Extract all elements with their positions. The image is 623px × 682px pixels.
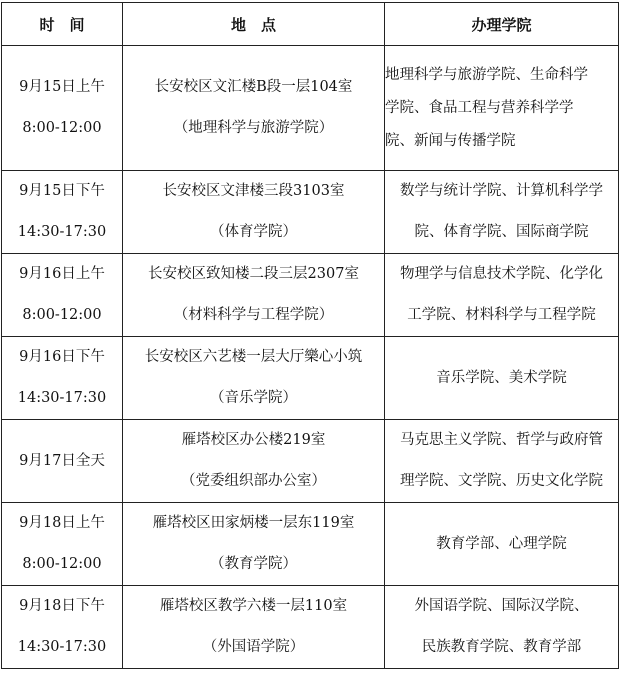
dept-cell [385,586,619,669]
place-text: 雁塔校区教学六楼一层110室 [159,598,348,614]
org-text: （体育学院） [210,224,297,240]
hours-text: 14:30-17:30 [17,390,107,406]
dept-cell [385,46,619,171]
table-row [2,586,619,669]
date-text: 9月17日全天 [19,452,105,469]
dept-line: 地理科学与旅游学院、生命科学 [385,66,588,83]
place-cell [123,46,385,171]
place-cell [123,420,385,503]
time-cell [2,337,123,420]
header-row [2,3,619,46]
dept-line: 数学与统计学院、计算机科学学 [400,183,603,199]
dept-line: 院、体育学院、国际商学院 [414,224,589,240]
hours-text: 14:30-17:30 [17,639,107,655]
dept-line: 物理学与信息技术学院、化学化 [400,266,603,282]
place-cell [123,254,385,337]
time-cell [2,254,123,337]
time-cell [2,420,123,503]
org-text: （教育学院） [210,556,297,572]
table-row [2,337,619,420]
header-dept: 办理学院 [385,3,619,46]
dept-cell [385,337,619,420]
dept-cell [385,503,619,586]
table-row [2,46,619,171]
hours-text: 8:00-12:00 [22,556,102,572]
place-cell [123,503,385,586]
dept-cell [385,171,619,254]
place-cell [123,337,385,420]
time-cell [2,171,123,254]
time-cell [2,503,123,586]
dept-line: 音乐学院、美术学院 [436,369,567,386]
dept-line: 民族教育学院、教育学部 [421,639,582,655]
dept-line: 院、新闻与传播学院 [385,132,516,149]
time-cell [2,46,123,171]
org-text: （地理科学与旅游学院） [173,120,334,136]
org-text: （音乐学院） [210,390,297,406]
place-cell [123,586,385,669]
hours-text: 8:00-12:00 [22,120,102,136]
table-row [2,503,619,586]
dept-line: 工学院、材料科学与工程学院 [407,307,596,323]
place-text: 长安校区六艺楼一层大厅樂心小筑 [144,349,363,365]
org-text: （外国语学院） [202,639,305,655]
place-text: 雁塔校区办公楼219室 [181,432,326,448]
date-text: 9月18日下午 [19,598,105,614]
place-text: 长安校区致知楼二段三层2307室 [148,266,359,282]
dept-line: 外国语学院、国际汉学院、 [414,598,589,614]
date-text: 9月16日下午 [19,349,105,365]
dept-line: 理学院、文学院、历史文化学院 [400,473,603,489]
table-row [2,171,619,254]
dept-line: 学院、食品工程与营养科学学 [385,99,574,116]
time-cell [2,586,123,669]
date-text: 9月15日下午 [19,183,105,199]
table-row [2,254,619,337]
table-row [2,420,619,503]
place-text: 长安校区文汇楼B段一层104室 [154,79,353,95]
place-text: 雁塔校区田家炳楼一层东119室 [152,515,355,531]
schedule-table [1,2,619,669]
date-text: 9月18日上午 [19,515,105,531]
dept-cell [385,254,619,337]
header-place: 地 点 [123,3,385,46]
place-text: 长安校区文津楼三段3103室 [162,183,345,199]
place-cell [123,171,385,254]
org-text: （党委组织部办公室） [181,473,326,489]
dept-cell [385,420,619,503]
dept-line: 教育学部、心理学院 [436,535,567,552]
org-text: （材料科学与工程学院） [173,307,334,323]
hours-text: 14:30-17:30 [17,224,107,240]
header-time: 时 间 [2,3,123,46]
date-text: 9月15日上午 [19,79,105,95]
date-text: 9月16日上午 [19,266,105,282]
hours-text: 8:00-12:00 [22,307,102,323]
dept-line: 马克思主义学院、哲学与政府管 [400,432,603,448]
